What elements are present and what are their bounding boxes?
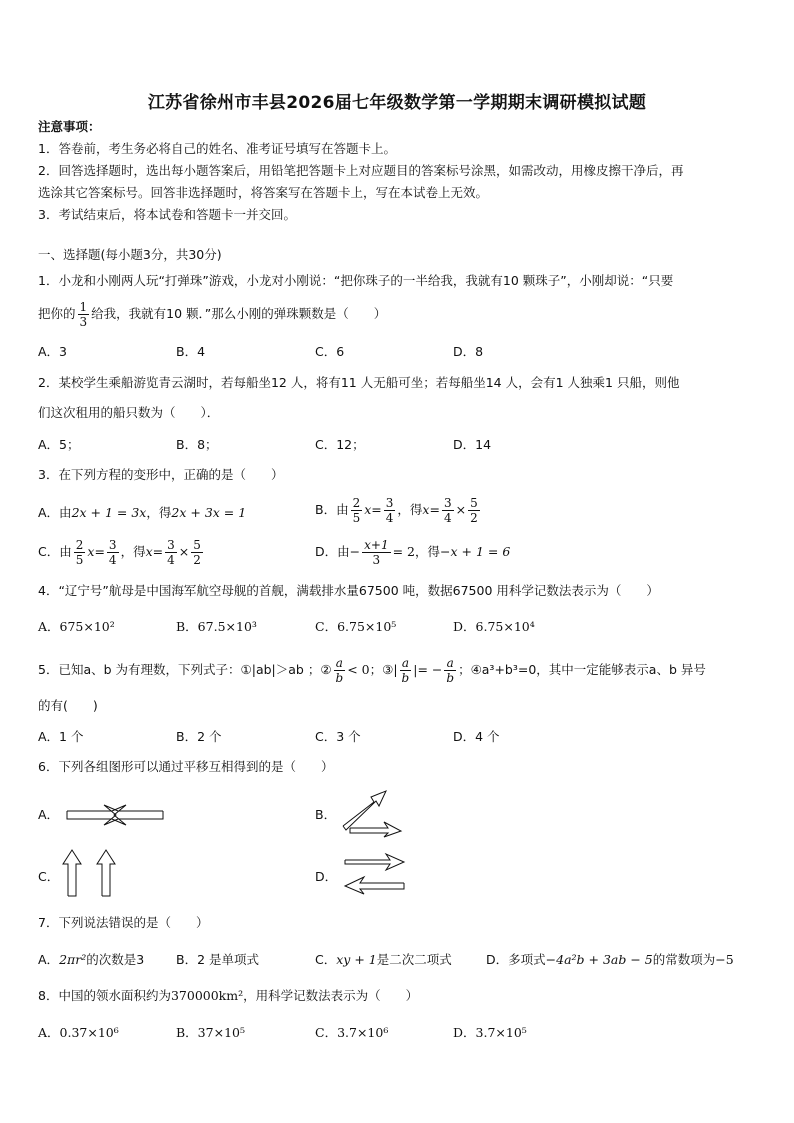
frac-den: b [335,671,344,685]
q1-option-b: B．4 [176,344,206,359]
q5-frac-ab-2 [400,656,412,685]
q3-c-frac1 [74,538,86,567]
q5-frac-ab-3 [444,656,456,685]
q2-option-b: B．8； [176,437,218,452]
q4-option-b: B．67.5×10³ [176,619,257,634]
q1-stem-pre: 把你的 [38,306,76,321]
q3-a-mid: ，得 [146,505,172,520]
frac-den: 4 [167,553,175,567]
q7-a-expr: 2πr² [59,952,87,967]
q2-stem-line2: 们这次租用的船只数为（ ）． [38,405,220,420]
q7-option-c [315,951,452,969]
q7-c-pre: C． [315,952,337,967]
q1-stem-line2 [38,300,760,329]
q3-d-pre: D．由 [315,544,350,559]
q4-option-d: D．6.75×10⁴ [453,619,535,634]
frac-den: 4 [443,511,452,525]
q1-option-d: D．8 [453,344,484,359]
frac-num: a [400,656,412,671]
q7-c-post: 是二次二项式 [376,952,452,967]
notice-heading: 注意事项： [38,119,101,134]
q2-stem-line1: 2．某校学生乘船游览青云湖时，若每船坐12 人，将有11 人无船可坐；若每船坐14 人，会有1 人独乘1 只船，则他 [38,375,680,390]
q3-d-mid: ，得 [415,544,441,559]
q2-option-d: D．14 [453,437,492,452]
frac-den: 2 [193,553,201,567]
frac-num: a [334,656,346,671]
q8-stem-pre: 8．中国的领水面积约为 [38,988,171,1003]
q3-b-frac1 [351,496,363,525]
eq-two: = 2 [392,544,415,559]
q5-stem-line2: 的有( ) [38,698,98,713]
q7-c-expr: xy + 1 [336,952,377,967]
q5-stem-mid2: |= − [413,662,443,677]
q3-c-frac2 [107,538,119,567]
frac-num: 3 [167,538,175,552]
q8-stem [38,987,760,1005]
q8-stem-val: 370000km² [170,988,244,1003]
q1-fraction [78,300,90,329]
q7-d-val: −5 [715,952,734,967]
q3-a-pre: A．由 [38,505,72,520]
q3-stem: 3．在下列方程的变形中，正确的是（ ） [38,467,284,482]
q5-stem-line1 [38,656,760,685]
q3-b-frac3 [442,496,454,525]
q6-figure-c [62,848,122,898]
q6-figure-b [340,788,410,838]
q6-label-b: B． [315,807,337,822]
q6-figure-a [66,803,166,829]
frac-den: b [446,671,455,685]
q3-option-c [38,538,205,567]
q8-option-a: A．0.37×10⁶ [38,1025,119,1040]
q3-b-frac4 [468,496,480,525]
q5-option-c: C．3 个 [315,729,361,744]
q2-option-a: A．5； [38,437,80,452]
eq-sign: = [371,502,382,517]
minus-sign: − [349,544,361,559]
q3-d-frac [362,538,390,567]
frac-num: a [444,656,456,671]
q4-option-a: A．675×10² [38,619,115,634]
q5-lt-zero: < 0 [347,662,370,677]
q5-option-a: A．1 个 [38,729,84,744]
frac-num: 2 [75,538,84,552]
frac-num: 2 [352,496,361,510]
q8-option-c: C．3.7×10⁶ [315,1025,389,1040]
q1-option-c: C．6 [315,344,345,359]
q5-option-b: B．2 个 [176,729,222,744]
frac-den: 5 [75,553,84,567]
eq-sign: = [152,544,164,559]
eq-sign: = [429,502,440,517]
q6-stem: 6．下列各组图形可以通过平移互相得到的是（ ） [38,759,334,774]
q6-label-d: D． [315,869,338,884]
q3-a-eq2: 2x + 3x = 1 [171,505,247,520]
frac-num: 3 [108,538,117,552]
frac-den: b [401,671,410,685]
frac-den: 3 [372,553,381,567]
q7-option-d [486,951,734,969]
notice-item-2: 2．回答选择题时，选出每小题答案后，用铅笔把答题卡上对应题目的答案标号涂黑，如需改动，用橡皮擦干净后，再 [38,163,684,178]
section-heading: 一、选择题(每小题3分，共30分) [38,247,222,262]
frac-num: 5 [470,496,478,510]
q5-stem-pre: 5．已知a、b 为有理数，下列式子：①|ab|＞ab ；② [38,662,332,677]
q7-d-expr: −4a²b + 3ab − 5 [545,952,653,967]
q7-option-b: B．2 是单项式 [176,952,260,967]
times-sign: × [178,544,190,559]
q3-b-pre: B．由 [315,502,349,517]
q5-option-d: D．4 个 [453,729,500,744]
q6-label-a: A． [38,807,60,822]
var-x: x [87,544,95,559]
frac-den: 2 [470,511,478,525]
frac-num: 3 [443,496,452,510]
frac-num: 5 [193,538,201,552]
q1-stem-post: 给我，我就有10 颗．”那么小刚的弹珠颗数是（ ） [91,306,387,321]
q1-frac-den: 3 [79,315,88,329]
notice-item-3: 3．考试结束后，将本试卷和答题卡一并交回。 [38,207,296,222]
q3-a-eq1: 2x + 1 = 3x [71,505,147,520]
q1-frac-num: 1 [79,300,88,314]
q6-figure-d [342,851,408,897]
q1-option-a: A．3 [38,344,68,359]
var-x: x [364,502,372,517]
q3-b-mid: ，得 [397,502,423,517]
q3-c-frac3 [165,538,177,567]
notice-item-2-cont: 选涂其它答案标号。回答非选择题时，将答案写在答题卡上，写在本试卷上无效。 [38,185,489,200]
notice-item-1: 1．答卷前，考生务必将自己的姓名、准考证号填写在答题卡上。 [38,141,396,156]
q3-option-b [315,496,482,525]
q6-label-c: C． [38,869,60,884]
q3-c-pre: C．由 [38,544,72,559]
q4-stem: 4．“辽宁号”航母是中国海军航空母舰的首舰，满载排水量67500 吨，数据67500 用科学记数法表示为（ ） [38,583,659,598]
q8-option-d: D．3.7×10⁵ [453,1025,527,1040]
q7-a-post: 的次数是3 [86,952,145,967]
frac-num: 3 [385,496,394,510]
q3-d-eq2: −x + 1 = 6 [440,544,511,559]
var-x: x [145,544,153,559]
q5-stem-post: ；④a³+b³=0，其中一定能够表示a、b 异号 [458,662,706,677]
q8-stem-post: ，用科学记数法表示为（ ） [243,988,419,1003]
frac-den: 4 [108,553,117,567]
frac-num: x+1 [364,538,389,552]
page-title: 江苏省徐州市丰县2026届七年级数学第一学期期末调研模拟试题 [147,93,647,113]
q7-d-mid: 的常数项为 [652,952,716,967]
q3-option-a [38,504,246,522]
times-sign: × [455,502,467,517]
q3-c-frac4 [191,538,203,567]
frac-den: 4 [385,511,394,525]
var-x: x [422,502,430,517]
q7-d-pre: D．多项式 [486,952,546,967]
q7-stem: 7．下列说法错误的是（ ） [38,915,209,930]
frac-den: 5 [352,511,361,525]
q8-option-b: B．37×10⁵ [176,1025,245,1040]
q7-a-pre: A． [38,952,60,967]
q7-option-a [38,951,144,969]
q1-stem-line1: 1．小龙和小刚两人玩“打弹珠”游戏，小龙对小刚说：“把你珠子的一半给我，我就有10 颗珠子”，小刚却说：“只要 [38,273,674,288]
q5-frac-ab-1 [334,656,346,685]
q3-b-frac2 [384,496,396,525]
q3-c-mid: ，得 [120,544,146,559]
eq-sign: = [94,544,105,559]
q5-stem-mid: ；③| [369,662,398,677]
q2-option-c: C．12； [315,437,365,452]
q3-option-d [315,538,510,567]
q4-option-c: C．6.75×10⁵ [315,619,397,634]
